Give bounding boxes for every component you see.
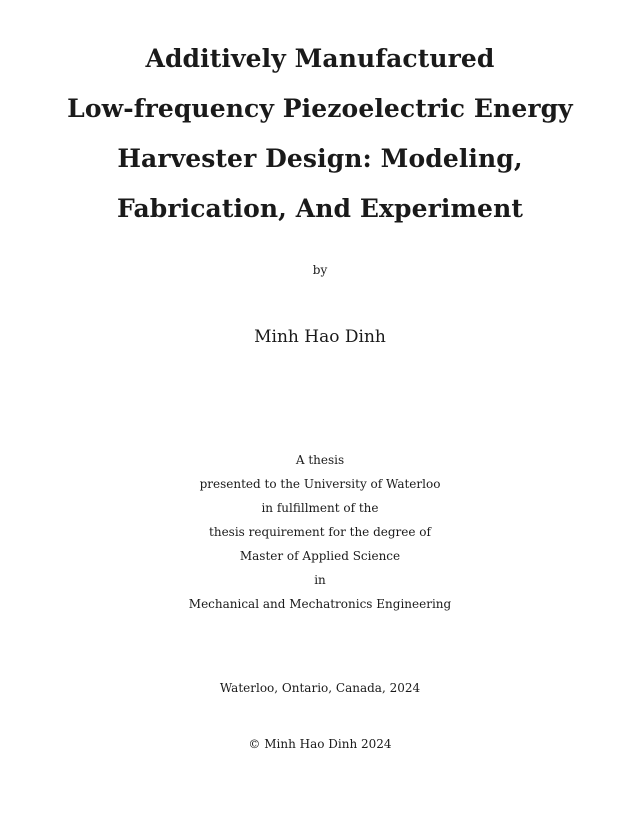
thesis-statement-line: in fulfillment of the: [261, 501, 379, 515]
title-line: Fabrication, And Experiment: [116, 194, 523, 223]
thesis-statement-line: Master of Applied Science: [239, 549, 401, 563]
thesis-statement-line: presented to the University of Waterloo: [199, 477, 441, 491]
title-line: Harvester Design: Modeling,: [117, 144, 523, 173]
author-name: Minh Hao Dinh: [254, 327, 386, 347]
thesis-title: [0, 34, 640, 234]
thesis-statement: [0, 448, 640, 616]
location-year: Waterloo, Ontario, Canada, 2024: [219, 681, 421, 695]
thesis-statement-line: in: [314, 573, 326, 587]
thesis-statement-line: thesis requirement for the degree of: [209, 525, 431, 539]
thesis-statement-line: A thesis: [295, 453, 345, 467]
copyright-notice: © Minh Hao Dinh 2024: [248, 737, 392, 751]
title-line: Low-frequency Piezoelectric Energy: [67, 94, 573, 123]
thesis-statement-line: Mechanical and Mechatronics Engineering: [188, 597, 452, 611]
title-line: Additively Manufactured: [145, 44, 495, 73]
by-label: by: [312, 263, 328, 277]
